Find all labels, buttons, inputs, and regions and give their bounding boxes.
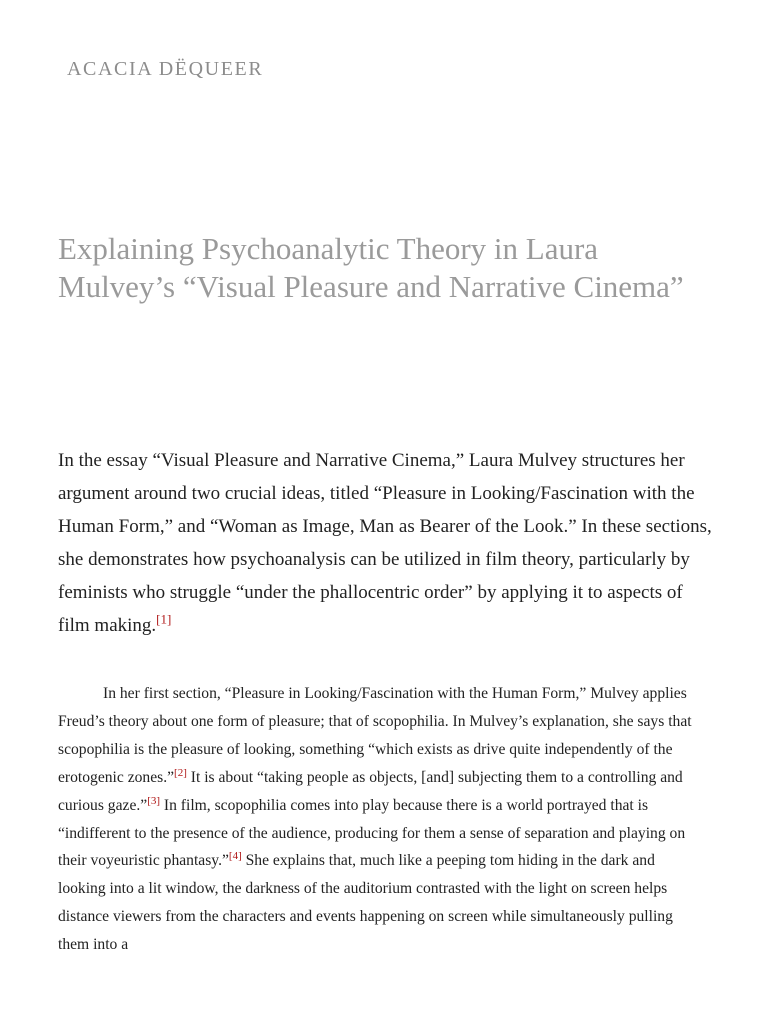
paragraph-text-4: She explains that, much like a peeping tom hiding in the dark and looking into a lit window, the darkness of the auditorium contrasted with the light on screen helps distance viewers from the characters and events happening on screen while simultaneously pulling them into a — [58, 852, 673, 954]
lede-text: In the essay “Visual Pleasure and Narrative Cinema,” Laura Mulvey structures her argument around two crucial ideas, titled “Pleasure in Looking/Fascination with the Human Form,” and “Woman as Image, Man as Bearer of the Look.” In these sections, she demonstrates how psychoanalysis can be utilized in film theory, particularly by feminists who struggle “under the phallocentric order” by applying it to aspects of film making. — [58, 450, 712, 636]
footnote-link-4[interactable]: [4] — [228, 850, 242, 863]
paragraph-text-1: In her first section, “Pleasure in Looking/Fascination with the Human Form,” Mulvey applies Freud’s theory about one form of pleasure; that of scopophilia. In Mulvey’s explanation, she says that scopophilia is the pleasure of looking, something “which exists as drive quite independently of the erotogenic zones.” — [58, 685, 692, 786]
footnote-link-2[interactable]: [2] — [174, 766, 187, 779]
article-lede — [58, 444, 718, 642]
body-paragraph — [58, 680, 706, 959]
footnote-link-1[interactable]: [1] — [156, 611, 172, 627]
footnote-link-3[interactable]: [3] — [147, 794, 161, 807]
paragraph-text-2: It is about “taking people as objects, [and] subjecting them to a controlling and curious gaze.” — [58, 768, 683, 814]
paragraph-text-3: In film, scopophilia comes into play because there is a world portrayed that is “indifferent to the presence of the audience, producing for them a sense of separation and playing on their voyeuristic phantasy.” — [58, 796, 686, 870]
site-name[interactable]: ACACIA DËQUEER — [67, 58, 264, 80]
article-title: Explaining Psychoanalytic Theory in Laura Mulvey’s “Visual Pleasure and Narrative Cinema” — [58, 231, 684, 304]
